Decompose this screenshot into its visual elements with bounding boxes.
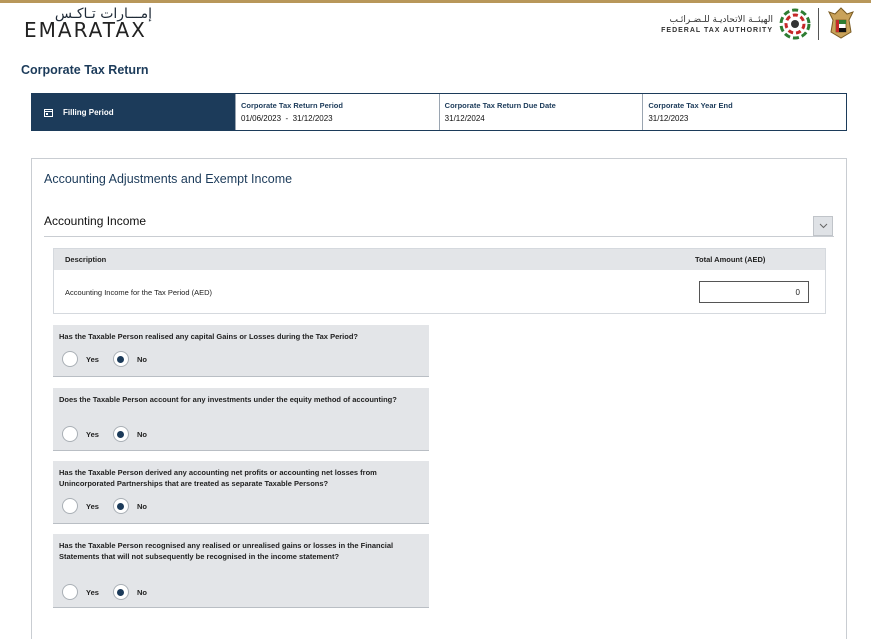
accounting-income-input[interactable] (699, 281, 809, 303)
radio-yes[interactable] (62, 498, 78, 514)
tax-year-end-value: 31/12/2023 (648, 114, 689, 123)
radio-yes-label: Yes (86, 501, 99, 511)
radio-no[interactable] (113, 584, 129, 600)
radio-selected-dot (117, 356, 124, 363)
question-text: Has the Taxable Person recognised any realised or unrealised gains or losses in the Financial Statements that will not subsequently be recognised in the income statement? (59, 541, 394, 561)
radio-no-label: No (136, 354, 147, 364)
radio-no[interactable] (113, 426, 129, 442)
chevron-down-icon (819, 223, 828, 229)
fta-arabic-text: الهيئــة الاتحاديـة للـضـرائـب (669, 14, 773, 25)
radio-yes-label: Yes (86, 587, 99, 597)
filing-period-label: Filling Period (63, 107, 114, 117)
filing-period-tab[interactable] (32, 94, 235, 130)
radio-no-label: No (136, 587, 147, 597)
header-divider (818, 8, 819, 40)
question-text: Has the Taxable Person derived any accounting net profits or accounting net losses from Unincorporated Partnerships that are treated as separate Taxable Persons? (59, 468, 377, 488)
radio-selected-dot (117, 503, 124, 510)
radio-selected-dot (117, 589, 124, 596)
accounting-income-label: Accounting Income for the Tax Period (AED) (65, 287, 213, 297)
section-title: Accounting Adjustments and Exempt Income (44, 172, 293, 186)
table-row (54, 270, 825, 314)
section-divider (44, 236, 834, 237)
radio-selected-dot (117, 431, 124, 438)
question-text: Does the Taxable Person account for any investments under the equity method of accounting? (59, 395, 397, 404)
radio-no-label: No (136, 501, 147, 511)
top-accent-rule (0, 0, 871, 3)
radio-yes-label: Yes (86, 354, 99, 364)
return-period-cell (235, 94, 439, 130)
radio-no-label: No (136, 429, 147, 439)
radio-yes[interactable] (62, 351, 78, 367)
column-header-amount: Total Amount (AED) (695, 255, 766, 264)
column-header-description: Description (65, 255, 107, 264)
fta-english-text: FEDERAL TAX AUTHORITY (661, 26, 773, 34)
radio-group (62, 584, 161, 600)
radio-group (62, 426, 161, 442)
question-unincorporated-partnerships (53, 461, 429, 524)
logo-arabic-text: إمـــارات تـاكـس (54, 6, 152, 22)
fta-emblem-icon (779, 8, 811, 40)
return-period-label: Corporate Tax Return Period (241, 101, 343, 110)
tax-year-end-label: Corporate Tax Year End (648, 101, 733, 110)
page-title: Corporate Tax Return (21, 63, 149, 77)
calendar-icon (44, 108, 53, 117)
accounting-income-heading: Accounting Income (44, 214, 147, 228)
fta-logo (661, 6, 811, 42)
radio-yes[interactable] (62, 426, 78, 442)
question-capital-gains (53, 325, 429, 377)
question-text: Has the Taxable Person realised any capital Gains or Losses during the Tax Period? (59, 332, 358, 341)
collapse-toggle-button[interactable] (813, 216, 833, 236)
due-date-label: Corporate Tax Return Due Date (444, 101, 556, 110)
tax-year-end-cell (642, 94, 846, 130)
due-date-value: 31/12/2024 (444, 114, 485, 123)
radio-group (62, 351, 161, 367)
radio-no[interactable] (113, 351, 129, 367)
filing-period-bar (31, 93, 847, 131)
table-header (54, 249, 825, 270)
return-period-value: 01/06/2023 - 31/12/2023 (241, 114, 333, 123)
radio-yes[interactable] (62, 584, 78, 600)
accounting-income-table (53, 248, 826, 314)
question-equity-method (53, 388, 429, 451)
due-date-cell (439, 94, 643, 130)
emaratax-logo[interactable] (24, 6, 164, 42)
radio-group (62, 498, 161, 514)
question-unrealised-gains (53, 534, 429, 608)
radio-yes-label: Yes (86, 429, 99, 439)
accounting-adjustments-card (31, 158, 847, 639)
radio-no[interactable] (113, 498, 129, 514)
uae-emblem-icon (827, 6, 855, 40)
logo-english-text: EMARATAX (24, 18, 147, 42)
